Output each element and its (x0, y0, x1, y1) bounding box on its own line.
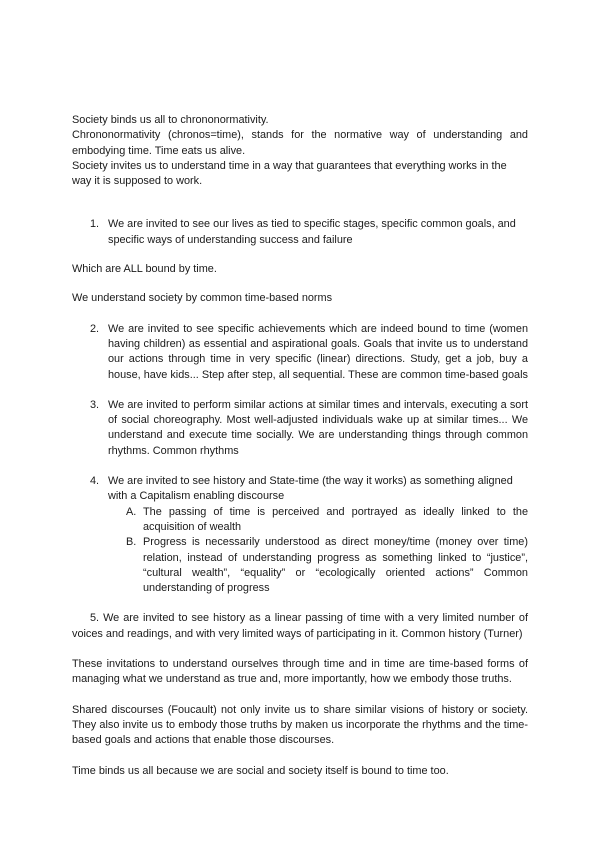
paragraph-shared-discourses: Shared discourses (Foucault) not only invite us to share similar visions of history or society. They also invite us to embody those truths by maken us incorporate the rhythms and the time-based goals and actions that enable those discourses. (72, 703, 528, 747)
sub-item-b (72, 535, 528, 596)
sub-number: A. (126, 505, 137, 518)
list-item-text: We are invited to see our lives as tied to specific stages, specific common goals, and specific ways of understanding success and failure (108, 218, 516, 246)
list-number: 2. (90, 322, 100, 335)
list-number: 4. (90, 475, 100, 488)
intro-line-3: Society invites us to understand time in a way that guarantees that everything works in the way it is supposed to work. (72, 159, 507, 188)
paragraph-invitations: These invitations to understand ourselves through time and in time are time-based forms of managing what we understand as true and, more importantly, how we embody those truths. (72, 658, 528, 686)
list-item-text: We are invited to see history and State-time (the way it works) as something aligned with a Capitalism enabling discourse (108, 475, 513, 503)
sub-item-a (72, 505, 528, 536)
document-body (72, 113, 528, 779)
norms-line: We understand society by common time-based norms (72, 292, 333, 305)
list-number: 3. (90, 398, 100, 411)
list-item-4 (72, 474, 528, 505)
sub-item-text: The passing of time is perceived and portrayed as ideally linked to the acquisition of wealth (143, 505, 528, 533)
intro-line-1: Society binds us all to chrononormativity. (72, 114, 269, 126)
list-item-text: We are invited to perform similar actions at similar times and intervals, executing a sort of social choreography. Most well-adjusted individuals wake up at similar times... We understand and execute time socially. We are understanding things through common rhythms. Common rhythms (108, 398, 528, 457)
bound-line: Which are ALL bound by time. (72, 263, 217, 276)
list-item-5: 5. We are invited to see history as a linear passing of time with a very limited number of voices and readings, and with very limited ways of participating in it. Common history (Turner) (72, 612, 528, 640)
paragraph-final: Time binds us all because we are social and society itself is bound to time too. (72, 764, 449, 777)
list-item-2 (72, 322, 528, 383)
sub-number: B. (126, 536, 137, 549)
list-number: 1. (90, 218, 100, 231)
list-item-3 (72, 398, 528, 459)
list-item-1 (72, 217, 528, 248)
intro-line-2: Chrononormativity (chronos=time), stands for the normative way of understanding and embodying time. Time eats us alive. (72, 129, 528, 157)
list-item-text: We are invited to see specific achievements which are indeed bound to time (women having children) as essential and aspirational goals. Goals that invite us to understand our actions through time in very specific (linear) directions. Study, get a job, buy a house, have kids... Step after step, all sequential. These are common time-based goals (108, 322, 528, 381)
sub-item-text: Progress is necessarily understood as direct money/time (money over time) relation, instead of understanding progress as something linked to “justice”, “cultural wealth”, “equality” or “ecologically oriented actions” Common understanding of progress (143, 536, 528, 595)
